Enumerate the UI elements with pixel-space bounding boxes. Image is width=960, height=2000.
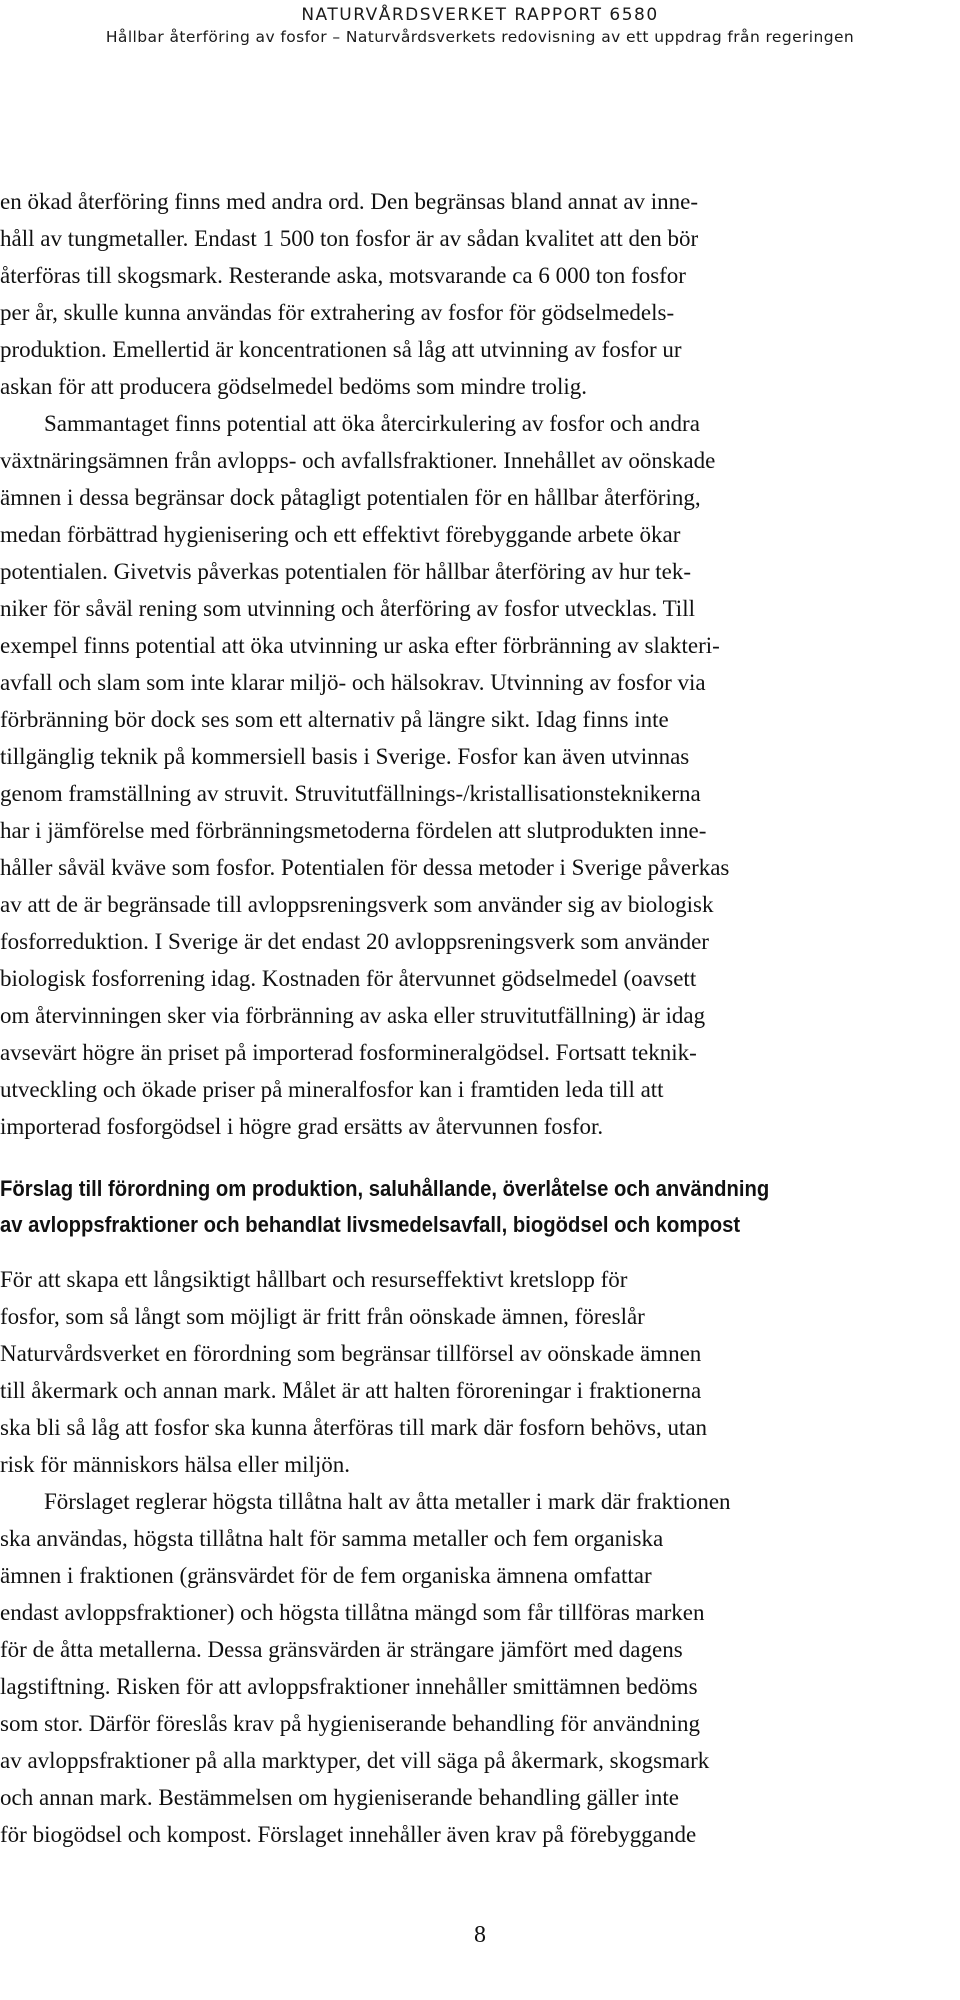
text-line: håller såväl kväve som fosfor. Potentialen för dessa metoder i Sverige påverkas [0,855,730,880]
text-line: niker för såväl rening som utvinning och återföring av fosfor utvecklas. Till [0,596,695,621]
report-subtitle: Hållbar återföring av fosfor – Naturvårdsverkets redovisning av ett uppdrag från regeringen [105,28,855,46]
text-line: som stor. Därför föreslås krav på hygieniserande behandling för användning [0,1711,701,1737]
text-line: håll av tungmetaller. Endast 1 500 ton fosfor är av sådan kvalitet att den bör [0,226,699,251]
text-line: genom framställning av struvit. Struvitutfällnings-/kristallisationsteknikerna [0,781,701,806]
paragraph-proposal-intro [0,1261,960,1483]
text-line: avfall och slam som inte klarar miljö- och hälsokrav. Utvinning av fosfor via [0,670,706,695]
text-line: Naturvårdsverket en förordning som begränsar tillförsel av oönskade ämnen [0,1341,702,1367]
text-line: växtnäringsämnen från avlopps- och avfallsfraktioner. Innehållet av oönskade [0,448,716,473]
text-line: biologisk fosforrening idag. Kostnaden för återvunnet gödselmedel (oavsett [0,966,697,991]
text-line: för biogödsel och kompost. Förslaget innehåller även krav på förebyggande [0,1822,697,1848]
paragraph-ash-recycling [0,183,960,405]
text-line: en ökad återföring finns med andra ord. Den begränsas bland annat av inne- [0,189,699,214]
report-title: NATURVÅRDSVERKET RAPPORT 6580 [301,5,659,25]
text-line: av avloppsfraktioner på alla marktyper, det vill säga på åkermark, skogsmark [0,1748,710,1774]
text-line: för de åtta metallerna. Dessa gränsvärden är strängare jämfört med dagens [0,1637,683,1663]
text-line: risk för människors hälsa eller miljön. [0,1452,351,1478]
text-line: om återvinningen sker via förbränning av aska eller struvitutfällning) är idag [0,1003,706,1028]
paragraph-proposal-limits [0,1483,960,1853]
running-header [0,4,960,48]
heading-line: Förslag till förordning om produktion, saluhållande, överlåtelse och användning [0,1176,770,1201]
text-line: förbränning bör dock ses som ett alternativ på längre sikt. Idag finns inte [0,707,669,732]
page-number: 8 [474,1922,486,1948]
text-line: utveckling och ökade priser på mineralfosfor kan i framtiden leda till att [0,1077,664,1102]
text-line: återföras till skogsmark. Resterande aska, motsvarande ca 6 000 ton fosfor [0,263,686,288]
text-line: potentialen. Givetvis påverkas potentialen för hållbar återföring av hur tek- [0,559,692,584]
text-line: har i jämförelse med förbränningsmetoderna fördelen att slutprodukten inne- [0,818,707,843]
text-line: lagstiftning. Risken för att avloppsfraktioner innehåller smittämnen bedöms [0,1674,698,1700]
paragraph-potential-summary [0,405,960,1145]
text-line: Förslaget reglerar högsta tillåtna halt av åtta metaller i mark där fraktionen [44,1489,731,1515]
text-line: ska bli så låg att fosfor ska kunna återföras till mark där fosforn behövs, utan [0,1415,708,1441]
text-line: produktion. Emellertid är koncentrationen så låg att utvinning av fosfor ur [0,337,682,362]
text-line: ämnen i dessa begränsar dock påtagligt potentialen för en hållbar återföring, [0,485,701,510]
text-line: exempel finns potential att öka utvinning ur aska efter förbränning av slakteri- [0,633,720,658]
text-line: till åkermark och annan mark. Målet är att halten föroreningar i fraktionerna [0,1378,702,1404]
text-line: fosfor, som så långt som möjligt är fritt från oönskade ämnen, föreslår [0,1304,645,1330]
section-heading [0,1171,957,1243]
text-line: tillgänglig teknik på kommersiell basis i Sverige. Fosfor kan även utvinnas [0,744,690,769]
text-line: fosforreduktion. I Sverige är det endast 20 avloppsreningsverk som använder [0,929,709,954]
text-line: avsevärt högre än priset på importerad fosformineralgödsel. Fortsatt teknik- [0,1040,697,1065]
text-line: medan förbättrad hygienisering och ett effektivt förebyggande arbete ökar [0,522,681,547]
text-line: importerad fosforgödsel i högre grad ersätts av återvunnen fosfor. [0,1114,604,1139]
text-line: askan för att producera gödselmedel bedöms som mindre trolig. [0,374,587,399]
text-line: ämnen i fraktionen (gränsvärdet för de fem organiska ämnena omfattar [0,1563,652,1589]
text-line: och annan mark. Bestämmelsen om hygieniserande behandling gäller inte [0,1785,679,1811]
text-line: per år, skulle kunna användas för extrahering av fosfor för gödselmedels- [0,300,675,325]
text-line: Sammantaget finns potential att öka återcirkulering av fosfor och andra [44,411,700,436]
text-line: För att skapa ett långsiktigt hållbart och resurseffektivt kretslopp för [0,1267,628,1293]
text-line: endast avloppsfraktioner) och högsta tillåtna mängd som får tillföras marken [0,1600,705,1626]
text-line: av att de är begränsade till avloppsreningsverk som använder sig av biologisk [0,892,714,917]
heading-line: av avloppsfraktioner och behandlat livsmedelsavfall, biogödsel och kompost [0,1212,741,1237]
page-body [0,183,960,1853]
text-line: ska användas, högsta tillåtna halt för samma metaller och fem organiska [0,1526,664,1552]
